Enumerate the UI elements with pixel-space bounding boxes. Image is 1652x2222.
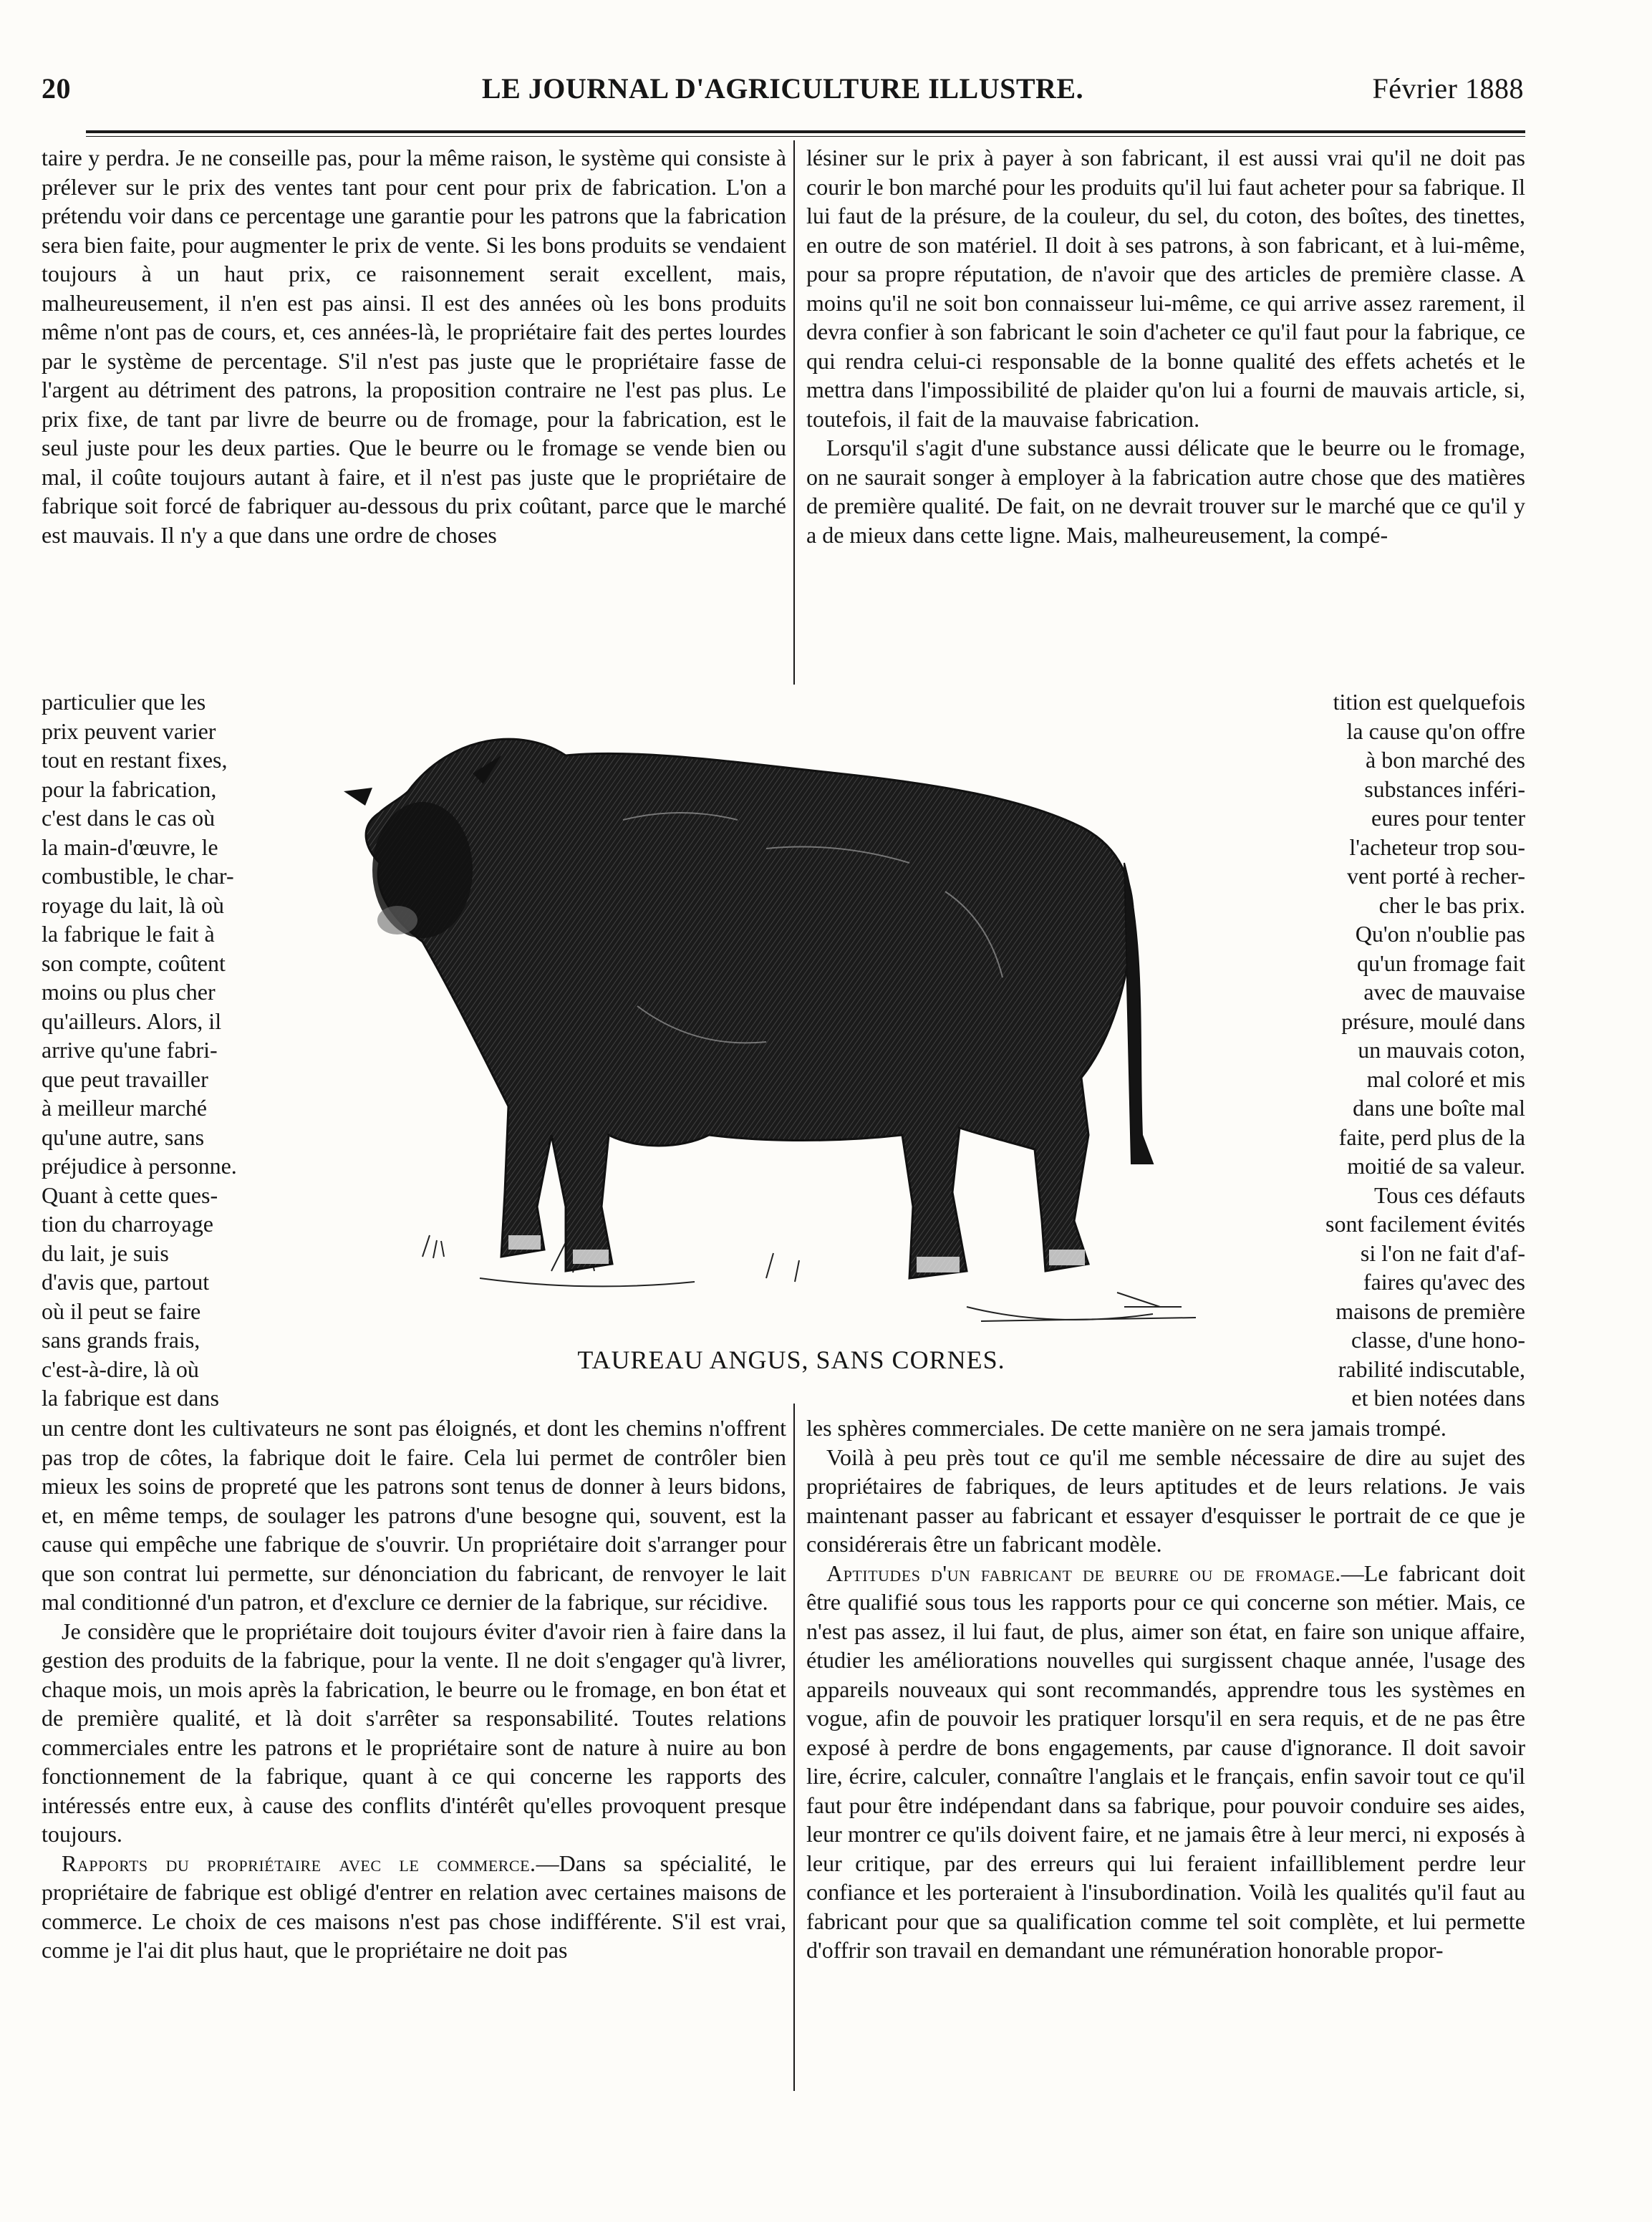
text-line: la fabrique est dans	[42, 1385, 219, 1411]
right-narrow-column	[1260, 687, 1525, 1413]
text-line: prix peuvent varier	[42, 718, 216, 744]
text-line: Qu'on n'oublie pas	[1355, 921, 1525, 947]
text-line: d'avis que, partout	[42, 1269, 210, 1295]
text-line: maisons de première	[1335, 1298, 1525, 1324]
text-line: Tous ces défauts	[1373, 1182, 1525, 1208]
paragraph: un centre dont les cultivateurs ne sont pas éloignés, et dont les chemins n'offrent pas trop de côtes, la fabrique doit le faire. Cela lui permet de contrôler bien mieux les soins de propreté que les patrons sont tenus de donner à leurs bidons, et, en même temps, de soulager les patrons d'une besogne qui, souvent, est la cause qui empêche une fabrique de s'ouvrir. Un propriétaire doit s'arranger pour que son contrat lui permette, sur dénonciation du fabricant, de renvoyer le lait mal conditionné d'un patron, et d'exclure ce dernier de la fabrique, sur récidive.	[42, 1415, 786, 1615]
text-line: la main-d'œuvre, le	[42, 834, 218, 860]
right-column-top	[806, 143, 1525, 549]
left-column-top	[42, 143, 786, 549]
text-line: tion du charroyage	[42, 1211, 213, 1237]
paragraph: Voilà à peu près tout ce qu'il me semble nécessaire de dire au sujet des propriétaires de fabriques, de leurs aptitudes et de leurs relations. Je vais maintenant passer au fabricant et essayer d'esquisser le portrait de ce que je considérerais être un fabricant modèle.	[806, 1444, 1525, 1557]
paragraph	[42, 1849, 786, 1965]
text-line: cher le bas prix.	[1378, 892, 1525, 918]
journal-title: LE JOURNAL D'AGRICULTURE ILLUSTRE.	[481, 72, 1084, 105]
text-line: particulier que les	[42, 689, 206, 715]
issue-date: Février 1888	[1372, 72, 1524, 105]
column-separator-top	[793, 140, 795, 685]
text-line: moitié de sa valeur.	[1347, 1153, 1525, 1179]
paragraph-body: —Le fabricant doit être qualifié sous tous les rapports pour ce qui concerne son métier. Mais, ce n'est pas assez, il lui faut, de plus, aimer son état, en faire son unique affaire, étudier les améliorations nouvelles qui surgissent chaque année, l'usage des appareils nouveaux qui sont recommandés, apprendre tous les systèmes en vogue, afin de pouvoir les pratiquer lorsqu'il en sera requis, et de ne pas être exposé à perdre de bons engagements, par cause d'ignorance. Il doit savoir lire, écrire, calculer, connaître l'anglais et le français, enfin savoir tout ce qu'il faut pour être indépendant dans sa fabrique, pour pouvoir conduire ses aides, leur montrer ce qu'ils doivent faire, et ne jamais être à leur merci, ni exposés à leur critique, par des erreurs qui lui feraient infailliblement perdre leur confiance et les porteraient à l'insubordination. Voilà les qualités qu'il faut au fabricant pour que sa qualification comme tel soit complète, et lui permette d'offrir son travail en demandant une rémunération honorable propor-	[806, 1560, 1525, 1963]
paragraph	[806, 1559, 1525, 1965]
text-line: mal coloré et mis	[1366, 1066, 1525, 1092]
page-header	[42, 72, 1524, 115]
paragraph-body: —Dans sa spécialité, le propriétaire de fabrique est obligé d'entrer en relation avec certaines maisons de commerce. Le choix de ces maisons n'est pas chose indifférente. S'il est vrai, comme je l'ai dit plus haut, que le propriétaire ne doit pas	[42, 1850, 787, 1963]
text-line: combustible, le char-	[42, 863, 234, 889]
text-line: tout en restant fixes,	[42, 747, 228, 773]
header-rule	[86, 130, 1525, 133]
text-line: faite, perd plus de la	[1338, 1124, 1525, 1150]
text-line: faires qu'avec des	[1363, 1269, 1525, 1295]
text-line: la cause qu'on offre	[1346, 718, 1525, 744]
text-line: sont facilement évités	[1325, 1211, 1525, 1237]
text-line: l'acheteur trop sou-	[1349, 834, 1525, 860]
text-line: et bien notées dans	[1351, 1385, 1525, 1411]
section-heading: Rapports du propriétaire avec le commerce.	[62, 1850, 536, 1876]
paragraph: Lorsqu'il s'agit d'une substance aussi délicate que le beurre ou le fromage, on ne saurait songer à employer à la fabrication autre chose que des matières de première qualité. De fait, on ne devrait trouver sur le marché que ce qu'il y a de mieux dans cette ligne. Mais, malheureusement, la compé-	[806, 435, 1525, 548]
text-line: c'est-à-dire, là où	[42, 1356, 199, 1382]
text-line: qu'une autre, sans	[42, 1124, 205, 1150]
text-line: à meilleur marché	[42, 1095, 207, 1121]
text-line: son compte, coûtent	[42, 950, 226, 976]
text-line: où il peut se faire	[42, 1298, 201, 1324]
text-line: qu'un fromage fait	[1356, 950, 1525, 976]
text-line: sans grands frais,	[42, 1327, 201, 1353]
text-line: du lait, je suis	[42, 1240, 169, 1266]
left-column-bottom	[42, 1414, 786, 1965]
column-separator-bottom	[793, 1404, 795, 2091]
text-line: tition est quelquefois	[1333, 689, 1525, 715]
paragraph: Je considère que le propriétaire doit toujours éviter d'avoir rien à faire dans la gestion des produits de la fabrique, pour la vente. Il ne doit s'engager qu'à livrer, chaque mois, un mois après la fabrication, le beurre ou le fromage, en bon état et de première qualité, et là doit s'arrêter sa responsabilité. Toutes relations commerciales entre les patrons et le propriétaire sont de nature à nuire au bon fonctionnement de la fabrique, quant à ce qui concerne les rapports des intéressés entre eux, à cause des conflits d'intérêt qu'elles provoquent presque toujours.	[42, 1618, 786, 1847]
section-heading: Aptitudes d'un fabricant de beurre ou de fromage.	[826, 1560, 1341, 1586]
text-line: la fabrique le fait à	[42, 921, 215, 947]
text-line: préjudice à personne.	[42, 1153, 237, 1179]
text-line: vent porté à recher-	[1347, 863, 1525, 889]
text-line: c'est dans le cas où	[42, 805, 216, 831]
text-line: eures pour tenter	[1371, 805, 1525, 831]
text-line: à bon marché des	[1365, 747, 1525, 773]
text-line: que peut travailler	[42, 1066, 208, 1092]
text-line: arrive qu'une fabri-	[42, 1037, 218, 1063]
text-line: substances inféri-	[1364, 776, 1525, 802]
figure-caption: TAUREAU ANGUS, SANS CORNES.	[577, 1346, 1005, 1374]
paragraph: taire y perdra. Je ne conseille pas, pour la même raison, le système qui consiste à prélever sur le prix des ventes tant pour cent pour prix de fabrication. L'on a prétendu voir dans ce percentage une garantie pour les patrons que la fabrication sera bien faite, pour augmenter le prix de vente. Si les bons produits se vendaient toujours à un haut prix, ce raisonnement serait excellent, mais, malheureusement, il n'en est pas ainsi. Il est des années où les bons produits même n'ont pas de cours, et, ces années-là, le propriétaire fait des pertes lourdes par le système de percentage. S'il n'est pas juste que le propriétaire fasse de l'argent au détriment des patrons, la proposition contraire ne l'est pas plus. Le prix fixe, de tant par livre de beurre ou de fromage, pour la fabrication, est le seul juste pour les deux parties. Que le beurre ou le fromage se vende bien ou mal, il coûte toujours autant à faire, et il n'est pas juste que le propriétaire de fabrique soit forcé de fabriquer au-dessous du prix coûtant, parce que le marché est mauvais. Il n'y a que dans une ordre de choses	[42, 145, 786, 548]
page-number: 20	[42, 72, 71, 105]
right-column-bottom	[806, 1414, 1525, 1965]
text-line: dans une boîte mal	[1353, 1095, 1525, 1121]
text-line: royage du lait, là où	[42, 892, 225, 918]
bull-illustration	[337, 705, 1246, 1335]
text-line: qu'ailleurs. Alors, il	[42, 1008, 222, 1034]
text-line: un mauvais coton,	[1358, 1037, 1525, 1063]
text-line: moins ou plus cher	[42, 979, 216, 1005]
paragraph: les sphères commerciales. De cette manière on ne sera jamais trompé.	[806, 1415, 1446, 1441]
text-line: présure, moulé dans	[1341, 1008, 1525, 1034]
text-line: si l'on ne fait d'af-	[1360, 1240, 1525, 1266]
paragraph: lésiner sur le prix à payer à son fabricant, il est aussi vrai qu'il ne doit pas courir le bon marché pour les produits qu'il lui faut acheter pour sa fabrique. Il lui faut de la présure, de la couleur, du sel, du coton, des boîtes, des tinettes, en outre de son matériel. Il doit à ses patrons, à son fabricant, et à lui-même, pour sa propre réputation, de n'avoir que des articles de première classe. A moins qu'il ne soit bon connaisseur lui-même, ce qui arrive assez rarement, il devra confier à son fabricant le soin d'acheter ce qu'il faut pour la fabrique, ce qui rendra celui-ci responsable de la bonne qualité des effets achetés et le mettra dans l'impossibilité de plaider qu'on lui a fourni de mauvais article, si, toutefois, il fait de la mauvaise fabrication.	[806, 145, 1525, 432]
text-line: Quant à cette ques-	[42, 1182, 218, 1208]
header-rule-thin	[86, 136, 1525, 137]
text-line: pour la fabrication,	[42, 776, 217, 802]
left-narrow-column	[42, 687, 321, 1413]
text-line: avec de mauvaise	[1363, 979, 1525, 1005]
text-line: rabilité indiscutable,	[1338, 1356, 1525, 1382]
text-line: classe, d'une hono-	[1351, 1327, 1525, 1353]
